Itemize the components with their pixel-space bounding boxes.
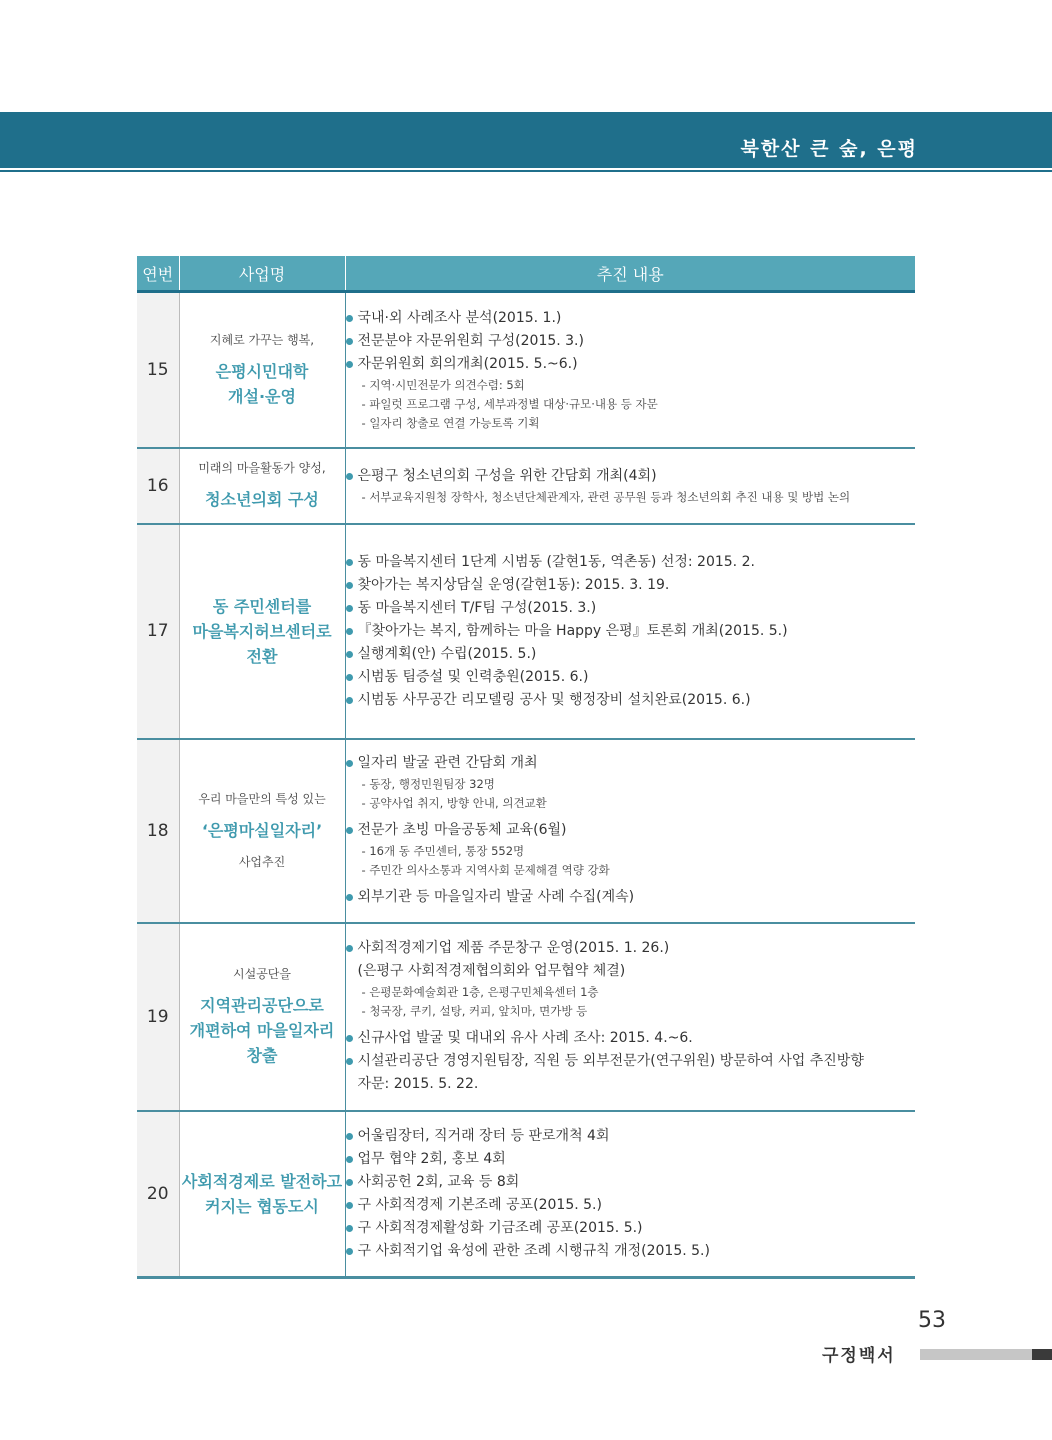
project-subtitle: 시설공단을 bbox=[233, 967, 291, 981]
detail-line: - 동장, 행정민원팀장 32명 bbox=[346, 775, 916, 794]
project-title-line: 마을복지허브센터로 bbox=[192, 621, 332, 641]
row-number: 20 bbox=[137, 1111, 179, 1278]
project-name-cell bbox=[179, 448, 345, 524]
column-header-details: 추진 내용 bbox=[345, 256, 915, 292]
bullet-item: 구 사회적경제활성화 기금조례 공포(2015. 5.) bbox=[346, 1217, 916, 1240]
table-row bbox=[137, 739, 915, 923]
bullet-item: 동 마을복지센터 T/F팀 구성(2015. 3.) bbox=[346, 597, 916, 620]
header-rule bbox=[0, 170, 1052, 172]
detail-line: - 16개 동 주민센터, 통장 552명 bbox=[346, 842, 916, 861]
bullet-item: 시범동 사무공간 리모델링 공사 및 행정장비 설치완료(2015. 6.) bbox=[346, 689, 916, 712]
row-number: 16 bbox=[137, 448, 179, 524]
project-title-line: 개설·운영 bbox=[228, 386, 296, 406]
table-row bbox=[137, 1111, 915, 1278]
detail-line: - 파일럿 프로그램 구성, 세부과정별 대상·규모·내용 등 자문 bbox=[346, 395, 916, 414]
project-name-cell bbox=[179, 739, 345, 923]
header-title: 북한산 큰 숲, 은평 bbox=[740, 138, 918, 160]
row-number: 17 bbox=[137, 524, 179, 739]
bullet-item: 사회적경제기업 제품 주문창구 운영(2015. 1. 26.) bbox=[346, 937, 916, 960]
row-number: 15 bbox=[137, 292, 179, 448]
detail-line: - 은평문화예술회관 1층, 은평구민체육센터 1층 bbox=[346, 983, 916, 1002]
project-subtitle: 미래의 마을활동가 양성, bbox=[198, 461, 326, 475]
bullet-continuation: (은평구 사회적경제협의회와 업무협약 체결) bbox=[357, 963, 626, 979]
table-row bbox=[137, 448, 915, 524]
project-name-cell bbox=[179, 292, 345, 448]
project-name-cell bbox=[179, 524, 345, 739]
detail-line: - 서부교육지원청 장학사, 청소년단체관계자, 관련 공무원 등과 청소년의회 추진 내용 및 방법 논의 bbox=[346, 488, 916, 507]
bullet-item: 자문위원회 회의개최(2015. 5.~6.) bbox=[346, 353, 916, 376]
project-caption: 사업추진 bbox=[238, 855, 286, 869]
bullet-item: 외부기관 등 마을일자리 발굴 사례 수집(계속) bbox=[346, 886, 916, 909]
bullet-item: 은평구 청소년의회 구성을 위한 간담회 개최(4회) bbox=[346, 465, 916, 488]
detail-line: - 공약사업 취지, 방향 안내, 의견교환 bbox=[346, 794, 916, 813]
detail-line: - 청국장, 쿠키, 설탕, 커피, 앞치마, 면가방 등 bbox=[346, 1002, 916, 1021]
footer-bar bbox=[920, 1349, 1032, 1360]
footer-label: 구정백서 bbox=[822, 1346, 896, 1366]
bullet-item: 구 사회적기업 육성에 관한 조례 시행규칙 개정(2015. 5.) bbox=[346, 1240, 916, 1263]
detail-line: - 일자리 창출로 연결 가능토록 기획 bbox=[346, 414, 916, 433]
project-subtitle: 지혜로 가꾸는 행복, bbox=[209, 332, 315, 347]
table-header-row bbox=[137, 256, 915, 292]
project-title-line: 청소년의회 구성 bbox=[205, 490, 319, 509]
project-title-line: 전환 bbox=[246, 646, 278, 666]
details-cell bbox=[345, 1111, 915, 1278]
project-name-cell bbox=[179, 923, 345, 1111]
row-number: 19 bbox=[137, 923, 179, 1111]
bullet-item: 찾아가는 복지상담실 운영(갈현1동): 2015. 3. 19. bbox=[346, 574, 916, 597]
page-number: 53 bbox=[918, 1308, 946, 1333]
bullet-item: 사회공헌 2회, 교육 등 8회 bbox=[346, 1171, 916, 1194]
details-cell bbox=[345, 923, 915, 1111]
column-header-number: 연번 bbox=[137, 256, 179, 292]
project-title-line: ‘은평마실일자리’ bbox=[201, 821, 323, 840]
project-name-cell bbox=[179, 1111, 345, 1278]
row-number: 18 bbox=[137, 739, 179, 923]
details-cell bbox=[345, 524, 915, 739]
bullet-item: 국내·외 사례조사 분석(2015. 1.) bbox=[346, 307, 916, 330]
project-title-line: 커지는 협동도시 bbox=[205, 1196, 319, 1216]
bullet-item: 업무 협약 2회, 홍보 4회 bbox=[346, 1148, 916, 1171]
bullet-item: 시설관리공단 경영지원팀장, 직원 등 외부전문가(연구위원) 방문하여 사업 추진방향 bbox=[346, 1050, 916, 1073]
bullet-item: 일자리 발굴 관련 간담회 개최 bbox=[346, 752, 916, 775]
bullet-continuation: 자문: 2015. 5. 22. bbox=[357, 1076, 479, 1092]
table-row bbox=[137, 292, 915, 448]
bullet-item: 『찾아가는 복지, 함께하는 마을 Happy 은평』토론회 개최(2015. 5.) bbox=[346, 620, 916, 643]
project-title-line: 지역관리공단으로 bbox=[200, 996, 324, 1015]
bullet-item: 신규사업 발굴 및 대내외 유사 사례 조사: 2015. 4.~6. bbox=[346, 1027, 916, 1050]
bullet-item: 동 마을복지센터 1단계 시범동 (갈현1동, 역촌동) 선정: 2015. 2. bbox=[346, 551, 916, 574]
table-row bbox=[137, 923, 915, 1111]
table-row bbox=[137, 524, 915, 739]
project-title-line: 동 주민센터를 bbox=[212, 596, 312, 616]
footer-bar-accent bbox=[1032, 1349, 1052, 1360]
details-cell bbox=[345, 448, 915, 524]
project-title-line: 창출 bbox=[246, 1046, 278, 1065]
detail-line: - 지역·시민전문가 의견수렴: 5회 bbox=[346, 376, 916, 395]
project-subtitle: 우리 마을만의 특성 있는 bbox=[198, 792, 326, 806]
bullet-item: 전문가 초빙 마을공동체 교육(6월) bbox=[346, 819, 916, 842]
bullet-item: 전문분야 자문위원회 구성(2015. 3.) bbox=[346, 330, 916, 353]
bullet-item: 어울림장터, 직거래 장터 등 판로개척 4회 bbox=[346, 1125, 916, 1148]
project-title-line: 개편하여 마을일자리 bbox=[189, 1021, 335, 1040]
details-cell bbox=[345, 739, 915, 923]
bullet-item: 시범동 팀증설 및 인력충원(2015. 6.) bbox=[346, 666, 916, 689]
project-table bbox=[137, 256, 915, 1279]
project-title-line: 사회적경제로 발전하고 bbox=[181, 1171, 343, 1191]
detail-line: - 주민간 의사소통과 지역사회 문제해결 역량 강화 bbox=[346, 861, 916, 880]
bullet-item: 실행계획(안) 수립(2015. 5.) bbox=[346, 643, 916, 666]
column-header-project: 사업명 bbox=[179, 256, 345, 292]
bullet-item: 구 사회적경제 기본조례 공포(2015. 5.) bbox=[346, 1194, 916, 1217]
project-title-line: 은평시민대학 bbox=[215, 361, 309, 381]
details-cell bbox=[345, 292, 915, 448]
